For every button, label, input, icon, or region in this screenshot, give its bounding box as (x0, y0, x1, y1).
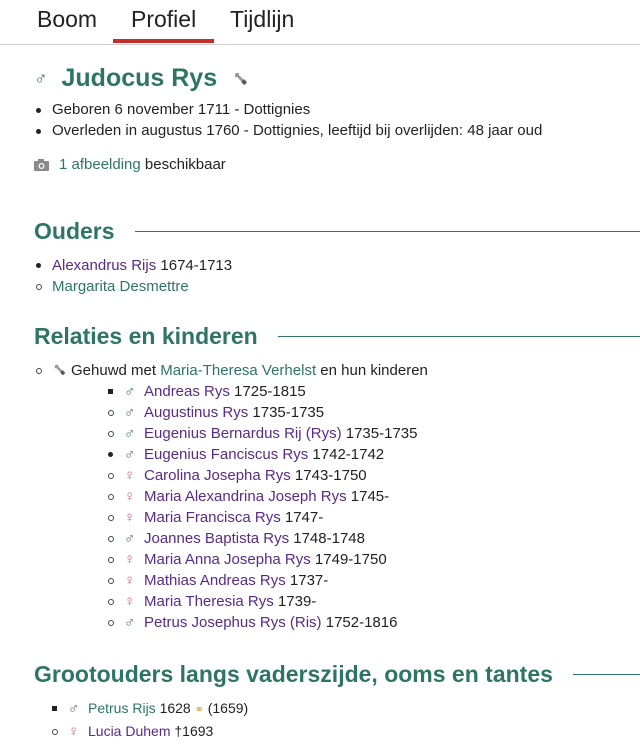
child-link[interactable]: Eugenius Fanciscus Rys (144, 446, 309, 463)
male-symbol-icon: ♂ (124, 530, 136, 547)
marriage-item: Gehuwd met Maria-Theresa Verhelst en hun kinderen ♂ Andreas Rys 1725-1815 ♂ Augustinus Rys 1735-1735 ♂ Eugenius Bernardus Rij (Rys) 1735-1735 ♂ Eugenius Fanciscus Rys 1742-1742 ♀ Carolina Josepha Rys 1743-1750 ♀ Maria Alexandrina Joseph Rys 1745- ♀ Maria Francisca Rys 1747- ♂ Joannes Baptista Rys 1748-1748 ♀ Maria Anna Josepha Rys 1749-1750 ♀ Mathias Andreas Rys 1737- ♀ Maria Theresia Rys 1739- ♂ Petrus Josephus Rys (Ris) 1752-1816 (34, 360, 428, 633)
child-link[interactable]: Andreas Rys (144, 383, 230, 400)
person-link[interactable]: Petrus Rijs (88, 700, 156, 716)
relations-section-header (34, 323, 640, 350)
tab-profiel[interactable]: Profiel (131, 6, 197, 32)
grandparents-list (50, 698, 248, 742)
grandparents-section-header (34, 661, 640, 688)
person-link[interactable]: Margarita Desmettre (52, 278, 189, 295)
male-symbol-icon: ♂ (124, 383, 136, 400)
tab-bar (0, 0, 640, 45)
child-link[interactable]: Maria Alexandrina Joseph Rys (144, 488, 347, 505)
spouse-link[interactable]: Maria-Theresa Verhelst (160, 362, 317, 379)
child-link[interactable]: Maria Francisca Rys (144, 509, 281, 526)
person-link[interactable]: Alexandrus Rijs (52, 257, 157, 274)
child-link[interactable]: Maria Anna Josepha Rys (144, 551, 311, 568)
male-symbol-icon: ♂ (124, 404, 136, 421)
section-divider (135, 231, 640, 232)
child-item: ♂ Eugenius Bernardus Rij (Rys) 1735-1735 (106, 423, 428, 444)
child-link[interactable]: Mathias Andreas Rys (144, 572, 286, 589)
wrench-icon[interactable] (233, 71, 249, 87)
female-symbol-icon: ♀ (68, 723, 80, 740)
male-symbol-icon: ♂ (124, 614, 136, 631)
camera-icon (34, 159, 49, 171)
child-link[interactable]: Augustinus Rys (144, 404, 249, 421)
marriage-rings-icon: ⚭ (194, 704, 204, 716)
list-item: ♀ Lucia Duhem †1693 (50, 721, 248, 742)
list-item: ♂ Petrus Rijs 1628 ⚭ (1659) (50, 698, 248, 721)
relations-list (34, 360, 428, 633)
birth-fact: Geboren 6 november 1711 - Dottignies (34, 99, 542, 120)
male-symbol-icon: ♂ (68, 700, 80, 717)
male-symbol-icon: ♂ (34, 68, 48, 88)
parents-list (34, 255, 232, 297)
list-item: Alexandrus Rijs 1674-1713 (34, 255, 232, 276)
female-symbol-icon: ♀ (124, 488, 136, 505)
relations-heading: Relaties en kinderen (34, 323, 258, 349)
male-symbol-icon: ♂ (124, 446, 136, 463)
female-symbol-icon: ♀ (124, 593, 136, 610)
child-item: ♂ Andreas Rys 1725-1815 (106, 381, 428, 402)
images-link[interactable]: 1 afbeelding (59, 156, 141, 173)
child-link[interactable]: Eugenius Bernardus Rij (Rys) (144, 425, 342, 442)
child-item: ♀ Maria Francisca Rys 1747- (106, 507, 428, 528)
female-symbol-icon: ♀ (124, 467, 136, 484)
female-symbol-icon: ♀ (124, 551, 136, 568)
page-title: Judocus Rys (61, 64, 218, 92)
child-item: ♂ Joannes Baptista Rys 1748-1748 (106, 528, 428, 549)
child-item: ♂ Augustinus Rys 1735-1735 (106, 402, 428, 423)
death-fact: Overleden in augustus 1760 - Dottignies, leeftijd bij overlijden: 48 jaar oud (34, 120, 542, 141)
child-item: ♀ Maria Anna Josepha Rys 1749-1750 (106, 549, 428, 570)
child-link[interactable]: Maria Theresia Rys (144, 593, 274, 610)
child-link[interactable]: Joannes Baptista Rys (144, 530, 290, 547)
section-divider (278, 336, 640, 337)
media-info (34, 156, 226, 173)
person-link[interactable]: Lucia Duhem (88, 723, 171, 739)
children-list (52, 381, 428, 633)
female-symbol-icon: ♀ (124, 509, 136, 526)
male-symbol-icon: ♂ (124, 425, 136, 442)
female-symbol-icon: ♀ (124, 572, 136, 589)
list-item (34, 276, 232, 297)
images-suffix: beschikbaar (140, 156, 226, 173)
child-item: ♂ Eugenius Fanciscus Rys 1742-1742 (106, 444, 428, 465)
person-facts (34, 99, 542, 141)
section-divider (573, 674, 640, 675)
child-item: ♀ Mathias Andreas Rys 1737- (106, 570, 428, 591)
child-item: ♀ Carolina Josepha Rys 1743-1750 (106, 465, 428, 486)
parents-section-header (34, 218, 640, 245)
child-item: ♀ Maria Alexandrina Joseph Rys 1745- (106, 486, 428, 507)
parents-heading: Ouders (34, 218, 115, 244)
grandparents-heading: Grootouders langs vaderszijde, ooms en tantes (34, 661, 553, 687)
person-header (34, 64, 249, 93)
tab-tijdlijn[interactable]: Tijdlijn (230, 6, 295, 32)
child-link[interactable]: Carolina Josepha Rys (144, 467, 291, 484)
child-item: ♀ Maria Theresia Rys 1739- (106, 591, 428, 612)
wrench-icon[interactable] (52, 363, 68, 377)
child-item: ♂ Petrus Josephus Rys (Ris) 1752-1816 (106, 612, 428, 633)
child-link[interactable]: Petrus Josephus Rys (Ris) (144, 614, 322, 631)
tab-boom[interactable]: Boom (37, 6, 98, 32)
